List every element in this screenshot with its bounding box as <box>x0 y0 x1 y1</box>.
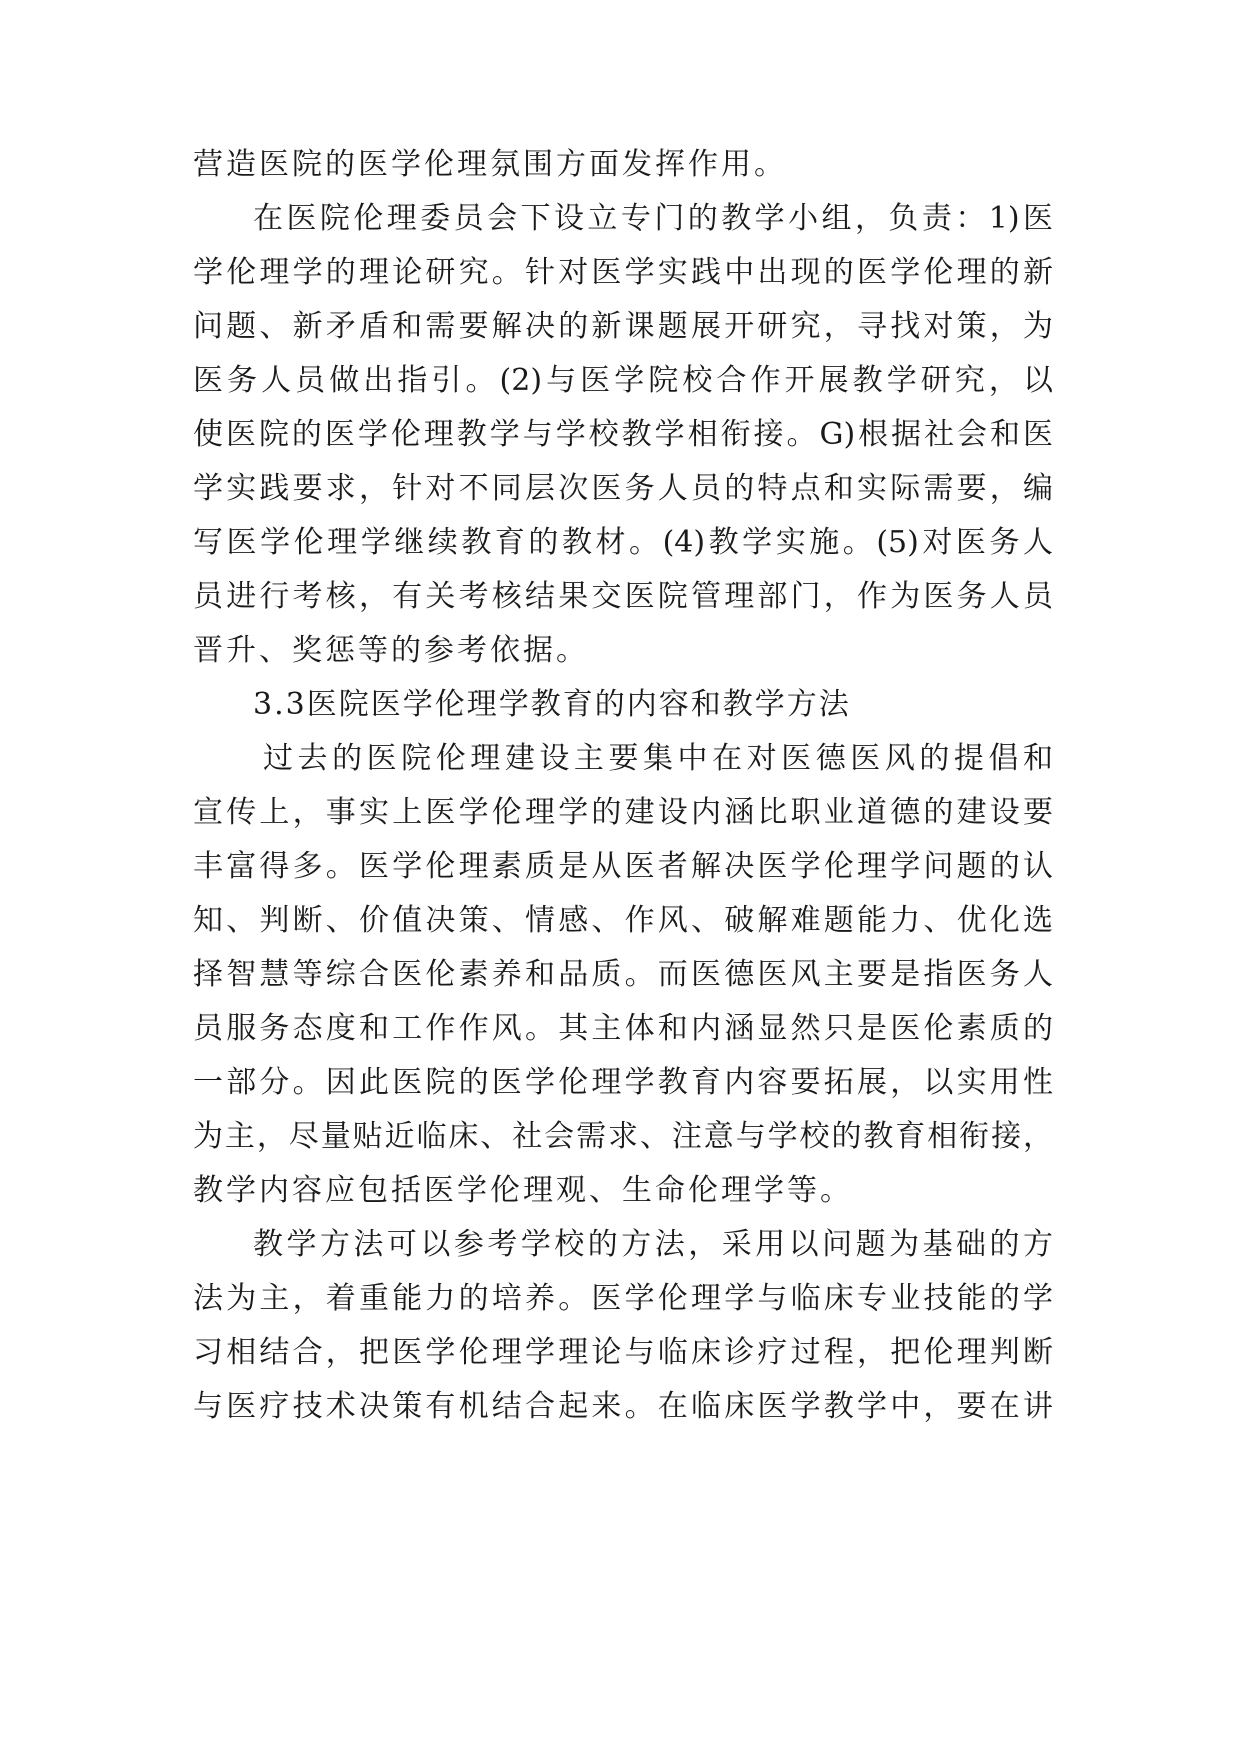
text-line: 丰富得多。医学伦理素质是从医者解决医学伦理学问题的认 <box>193 849 1053 884</box>
text-line: 与医疗技术决策有机结合起来。在临床医学教学中，要在讲 <box>193 1389 1053 1424</box>
text-line: 写医学伦理学继续教育的教材。(4)教学实施。(5)对医务人 <box>193 525 1053 560</box>
text-line: 学伦理学的理论研究。针对医学实践中出现的医学伦理的新 <box>193 255 1053 290</box>
text-line: 教学方法可以参考学校的方法，采用以问题为基础的方 <box>253 1227 1053 1262</box>
text-line: 为主，尽量贴近临床、社会需求、注意与学校的教育相衔接， <box>193 1119 1053 1154</box>
text-line: 一部分。因此医院的医学伦理学教育内容要拓展，以实用性 <box>193 1065 1053 1100</box>
text-line: 晋升、奖惩等的参考依据。 <box>193 633 589 668</box>
text-line: 教学内容应包括医学伦理观、生命伦理学等。 <box>193 1173 853 1208</box>
text-line: 习相结合，把医学伦理学理论与临床诊疗过程，把伦理判断 <box>193 1335 1053 1370</box>
text-line: 法为主，着重能力的培养。医学伦理学与临床专业技能的学 <box>193 1281 1053 1316</box>
text-line: 使医院的医学伦理教学与学校教学相衔接。G)根据社会和医 <box>193 417 1053 452</box>
text-line: 营造医院的医学伦理氛围方面发挥作用。 <box>193 147 787 182</box>
text-line: 在医院伦理委员会下设立专门的教学小组，负责：1)医 <box>253 201 1053 236</box>
text-line: 学实践要求，针对不同层次医务人员的特点和实际需要，编 <box>193 471 1053 506</box>
section-heading: 3.3医院医学伦理学教育的内容和教学方法 <box>253 687 851 722</box>
text-line: 员服务态度和工作作风。其主体和内涵显然只是医伦素质的 <box>193 1011 1053 1046</box>
text-line: 员进行考核，有关考核结果交医院管理部门，作为医务人员 <box>193 579 1053 614</box>
text-line: 过去的医院伦理建设主要集中在对医德医风的提倡和 <box>263 741 1053 776</box>
text-line: 问题、新矛盾和需要解决的新课题展开研究，寻找对策，为 <box>193 309 1053 344</box>
text-line: 择智慧等综合医伦素养和品质。而医德医风主要是指医务人 <box>193 957 1053 992</box>
text-line: 医务人员做出指引。(2)与医学院校合作开展教学研究，以 <box>193 363 1053 398</box>
text-line: 宣传上，事实上医学伦理学的建设内涵比职业道德的建设要 <box>193 795 1053 830</box>
text-line: 知、判断、价值决策、情感、作风、破解难题能力、优化选 <box>193 903 1053 938</box>
